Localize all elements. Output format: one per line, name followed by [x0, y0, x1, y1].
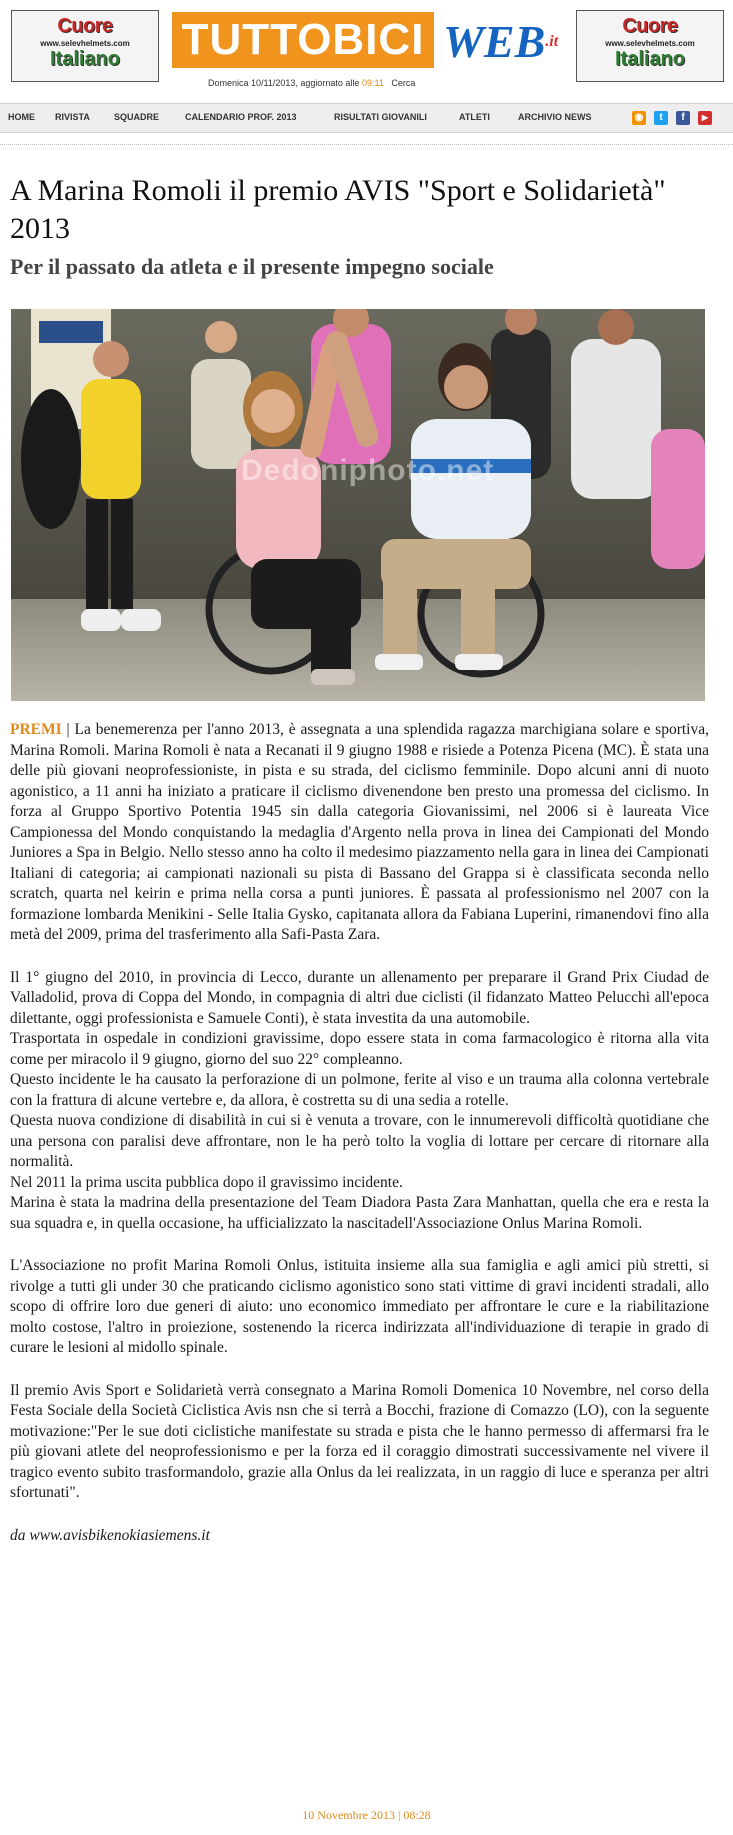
article-date: 10 Novembre 2013 | 08:28 [302, 1808, 431, 1822]
separator [0, 144, 733, 145]
paragraph-9: Il premio Avis Sport e Solidarietà verrà consegnato a Marina Romoli Domenica 10 Novembre, nel corso della Festa Sociale della Società Ciclistica Avis nsn che si terrà a Bocchi, frazione di Comazzo (LO), con la seguente motivazione:"Per le sue doti ciclistiche manifestate su strada e pista che le hanno permesso di affermarsi fra le più giovani atlete del neoprofessionismo e per la forza ed il coraggio dimostrati successivamente nel vivere il tragico evento subito trasformandolo, grazie alla Onlus da lei realizzata, in un raggio di luce e speranza per altri sfortunati". [10, 1381, 709, 1501]
paragraph-7: Marina è stata la madrina della presentazione del Team Diadora Pasta Zara Manhattan, quella che era e resta la sua squadra e, in quella occasione, ha ufficializzato la nascitadell'Associazione Onlus Marina Romoli. [10, 1194, 709, 1232]
paragraph-2: Il 1° giugno del 2010, in provincia di Lecco, durante un allenamento per preparare il Grand Prix Ciudad de Valladolid, prova di Coppa del Mondo, in compagnia di altri due ciclisti (il fidanzato Matteo Pelucchi all'epoca dilettante, oggi professionista e Samuele Conti), è stata investita da una automobile. [10, 968, 709, 1027]
photo-illustration [11, 309, 705, 701]
update-time: 09:11 [361, 78, 384, 88]
twitter-icon[interactable]: t [654, 111, 668, 125]
paragraph-3: Trasportata in ospedale in condizioni gravissime, dopo essere stata in coma farmacologico è ritorna alla vita come per miracolo il 9 giugno, giorno del suo 22° compleanno. [10, 1030, 709, 1068]
ad-left-subtitle: Italiano [49, 48, 120, 70]
nav-item-risultati[interactable]: RISULTATI GIOVANILI [334, 112, 427, 122]
ad-right-url: www.selevhelmets.com [605, 39, 695, 48]
article-body [10, 720, 709, 1546]
dateline [208, 78, 415, 88]
nav-item-rivista[interactable]: RIVISTA [55, 112, 90, 122]
ad-left-url: www.selevhelmets.com [40, 39, 130, 48]
nav-item-archivio[interactable]: ARCHIVIO NEWS [518, 112, 592, 122]
site-logo[interactable]: TUTTOBICI [172, 12, 434, 68]
rss-icon[interactable]: ◉ [632, 111, 646, 125]
nav-item-atleti[interactable]: ATLETI [459, 112, 490, 122]
article-photo [11, 309, 705, 701]
paragraph-4: Questo incidente le ha causato la perforazione di un polmone, ferite al viso e un trauma alla colonna vertebrale con la frattura di alcune vertebre e, da allora, è costretta su di una sedia a rotelle. [10, 1071, 709, 1109]
youtube-icon[interactable]: ▶ [698, 111, 712, 125]
nav-item-squadre[interactable]: SQUADRE [114, 112, 160, 122]
paragraph-5: Questa nuova condizione di disabilità in cui si è venuta a trovare, con le innumerevoli difficoltà quotidiane che una persona con paralisi deve affrontare, non le ha però tolto la voglia di lottare per cercare di ritornare alla normalità. [10, 1112, 709, 1170]
article-title: A Marina Romoli il premio AVIS "Sport e Solidarietà" 2013 [10, 174, 666, 245]
site-logo-web[interactable] [443, 14, 571, 70]
photo-watermark: Dedoniphoto.net [241, 454, 495, 487]
paragraph-1-text: | La benemerenza per l'anno 2013, è assegnata a una splendida ragazza marchigiana solare e sportiva, Marina Romoli. Marina Romoli è nata a Recanati il 9 giugno 1988 e risiede a Potenza Picena (MC). È stata una delle più giovani neoprofessioniste, in pista e su strada, del ciclismo femminile. Dopo alcuni anni di nuoto agonistico, a 11 anni ha iniziato a praticare il ciclismo divenendone ben presto una promessa del ciclismo. In forza al Gruppo Sportivo Potentia 1945 sin dalla categoria Giovanissimi, nel 2006 si è laureata Vice Campionessa del Mondo conquistando la medaglia d'Argento nella prova in linea dei Campionati del Mondo Juniores a Spa in Belgio. Nello stesso anno ha colto il medesimo piazzamento nella gara in linea dei Campionati Italiani di categoria; ai campionati nazionali su pista di Bassano del Grappa si è classificata seconda nello scratch, quarta nel keirin e prima nella corsa a punti juniores. È passata al professionismo nel 2007 con la formazione lombarda Menikini - Selle Italia Gysko, capitanata allora da Fabiana Luperini, rimanendovi fino alla metà del 2009, prima del trasferimento alla Safi-Pasta Zara. [10, 721, 709, 943]
ad-banner-right[interactable] [576, 10, 724, 82]
facebook-icon[interactable]: f [676, 111, 690, 125]
search-link[interactable]: Cerca [391, 78, 416, 88]
article-source: da www.avisbikenokiasiemens.it [10, 1526, 210, 1544]
ad-right-title: Cuore [622, 15, 678, 37]
paragraph-6: Nel 2011 la prima uscita pubblica dopo il gravissimo incidente. [10, 1173, 403, 1191]
paragraph-1 [10, 720, 709, 946]
logo-web-suffix: .it [545, 33, 559, 50]
ad-right-subtitle: Italiano [614, 48, 685, 70]
nav-item-calendario[interactable]: CALENDARIO PROF. 2013 [185, 112, 297, 122]
article-kicker: PREMI [10, 721, 62, 738]
article-subtitle: Per il passato da atleta e il presente impegno sociale [10, 254, 494, 279]
nav-item-home[interactable]: HOME [8, 112, 35, 122]
ad-banner-left[interactable] [11, 10, 159, 82]
main-nav [0, 103, 733, 133]
date-text: Domenica 10/11/2013, aggiornato alle [208, 78, 360, 88]
site-header [0, 0, 733, 98]
paragraph-8: L'Associazione no profit Marina Romoli Onlus, istituita insieme alla sua famiglia e agli amici più stretti, si rivolge a tutti gli under 30 che praticando ciclismo agonistico sono stati vittime di gravi incidenti stradali, allo scopo di offrire loro due generi di aiuto: uno economico immediato per affrontare le cure e la riabilitazione molto costose, l'altro in proiezione, sostenendo la ricerca indirizzata all'individuazione di terapie in grado di curare le lesioni al midollo spinale. [10, 1257, 709, 1356]
logo-web-text: WEB [443, 16, 546, 67]
ad-left-title: Cuore [57, 15, 113, 37]
